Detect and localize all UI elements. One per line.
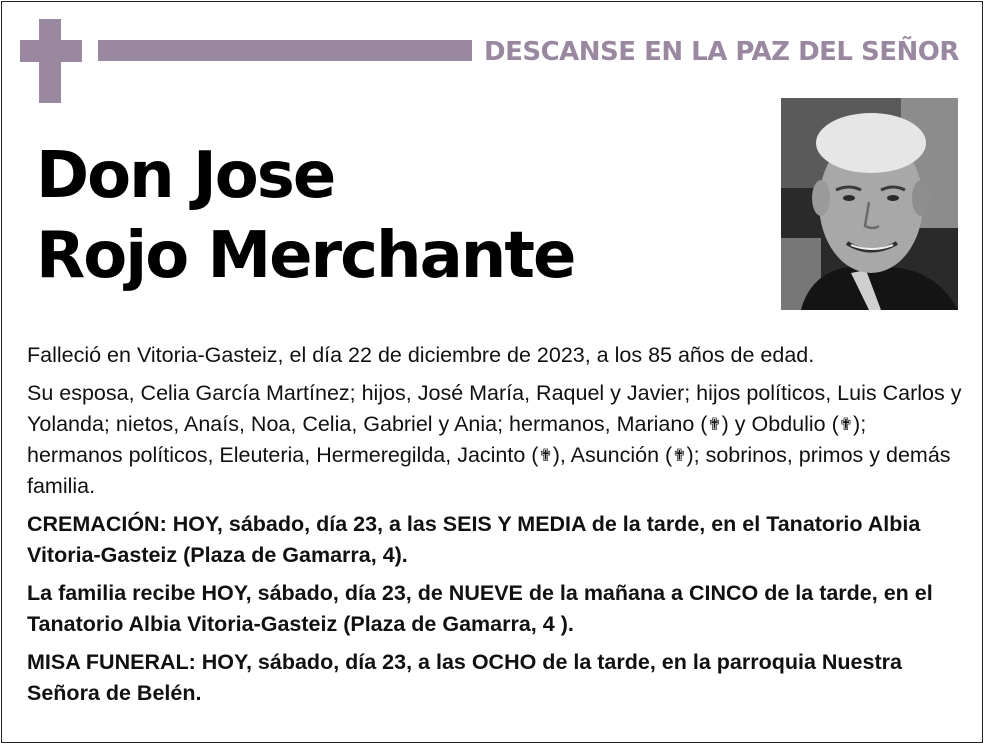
family-text: ) y Obdulio ( (721, 412, 839, 436)
portrait-photo (781, 98, 958, 310)
family-paragraph (27, 378, 967, 502)
deceased-name (36, 136, 574, 296)
obituary-body (27, 340, 967, 716)
name-line-1: Don Jose (36, 139, 335, 213)
deceased-cross-icon: ✟ (538, 446, 553, 465)
header-rule (98, 40, 472, 61)
family-text: ); hermanos políticos, Eleuteria, Hermeregilda, Jacinto ( (27, 412, 867, 467)
deceased-cross-icon: ✟ (838, 415, 854, 434)
deceased-cross-icon: ✟ (707, 415, 722, 434)
name-line-2: Rojo Merchante (36, 219, 575, 293)
family-text: ); sobrinos, primos y demás familia. (27, 443, 951, 498)
cremation-paragraph: CREMACIÓN: HOY, sábado, día 23, a las SEIS Y MEDIA de la tarde, en el Tanatorio Albia Vitoria-Gasteiz (Plaza de Gamarra, 4). (27, 512, 921, 567)
death-paragraph: Falleció en Vitoria-Gasteiz, el día 22 de diciembre de 2023, a los 85 años de edad. (27, 343, 815, 367)
reception-paragraph: La familia recibe HOY, sábado, día 23, de NUEVE de la mañana a CINCO de la tarde, en el Tanatorio Albia Vitoria-Gasteiz (Plaza de Gamarra, 4 ). (27, 581, 933, 636)
deceased-cross-icon: ✟ (672, 446, 687, 465)
cross-icon (20, 19, 82, 103)
obituary-card (1, 1, 983, 743)
family-text: ), Asunción ( (552, 443, 673, 467)
header-title: DESCANSE EN LA PAZ DEL SEÑOR (484, 37, 959, 67)
mass-paragraph: MISA FUNERAL: HOY, sábado, día 23, a las OCHO de la tarde, en la parroquia Nuestra Señora de Belén. (27, 650, 902, 705)
family-text: Su esposa, Celia García Martínez; hijos, José María, Raquel y Javier; hijos políticos, Luis Carlos y Yolanda; nietos, Anaís, Noa, Celia, Gabriel y Ania; hermanos, Mariano ( (27, 381, 962, 436)
